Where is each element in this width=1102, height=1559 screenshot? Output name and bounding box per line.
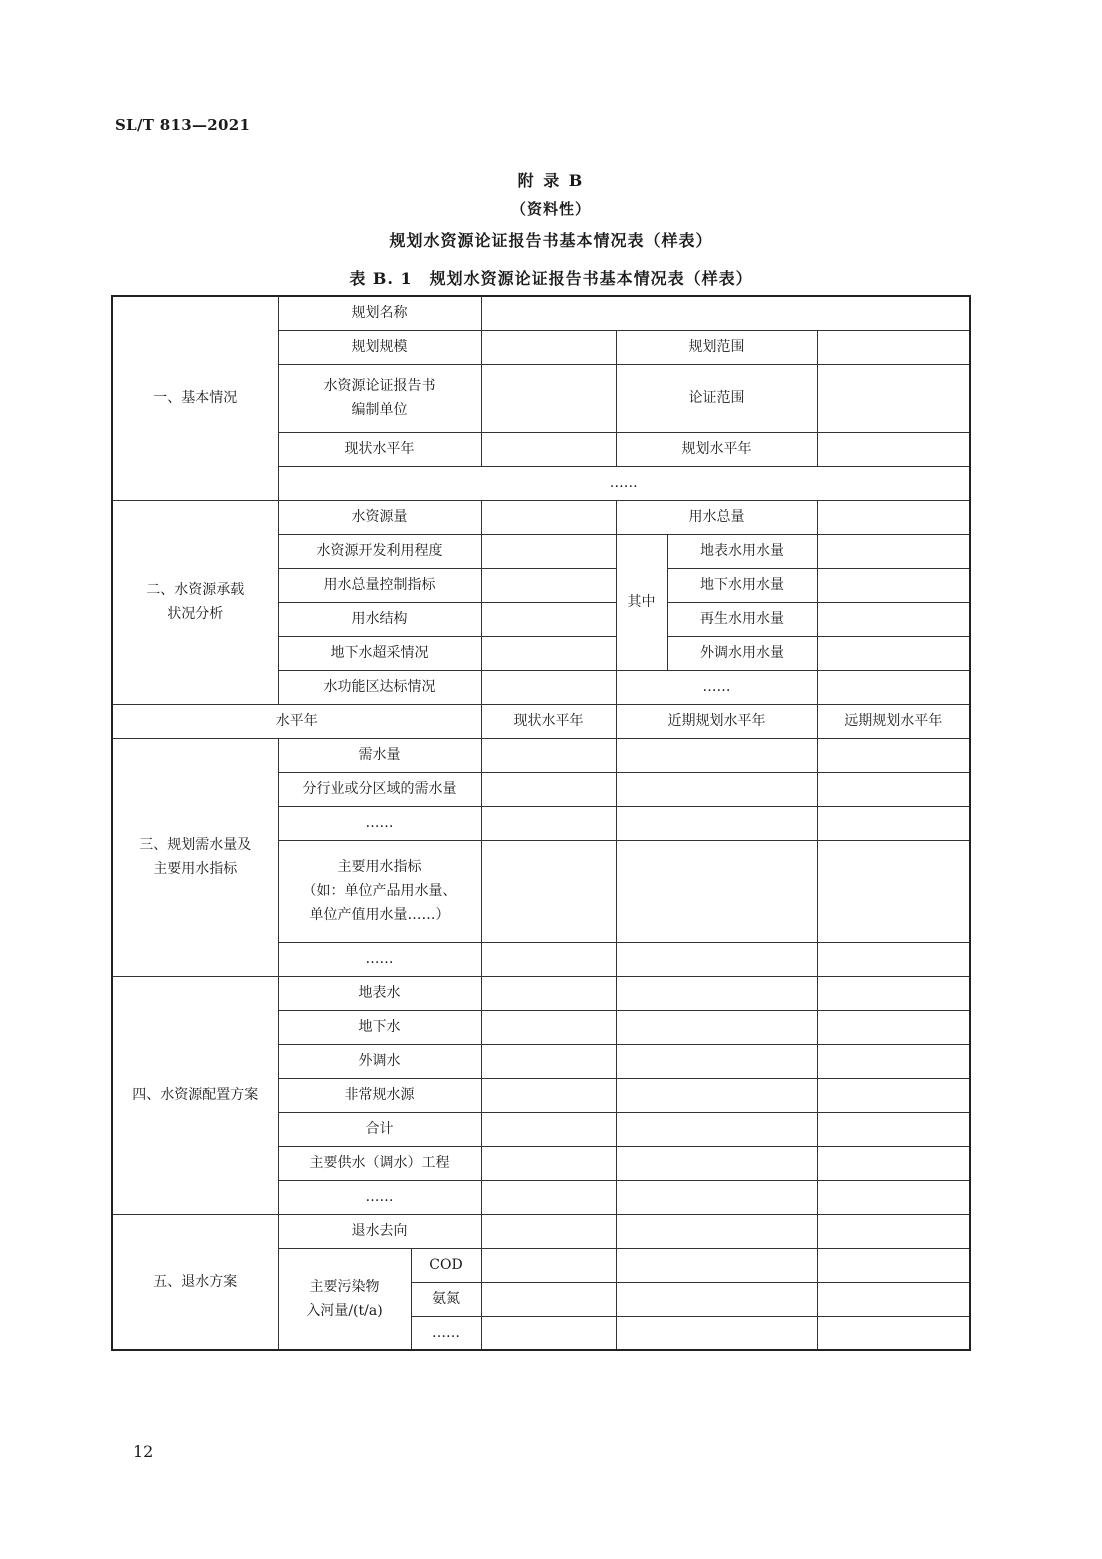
ground-use-value[interactable] <box>817 568 970 602</box>
surface-near[interactable] <box>616 976 817 1010</box>
direction-current[interactable] <box>481 1214 616 1248</box>
plan-year-label: 规划水平年 <box>616 432 817 466</box>
ammonia-far[interactable] <box>817 1282 970 1316</box>
by-sector-far[interactable] <box>817 772 970 806</box>
ammonia-current[interactable] <box>481 1282 616 1316</box>
transfer-near[interactable] <box>616 1044 817 1078</box>
direction-label: 退水去向 <box>278 1214 481 1248</box>
main-index-label: 主要用水指标 （如：单位产品用水量、 单位产值用水量……） <box>278 840 481 942</box>
projects-far[interactable] <box>817 1146 970 1180</box>
main-index-near[interactable] <box>616 840 817 942</box>
structure-label: 用水结构 <box>278 602 481 636</box>
transfer-current[interactable] <box>481 1044 616 1078</box>
sec3-title: 三、规划需水量及 主要用水指标 <box>112 738 278 976</box>
total-use-label: 用水总量 <box>616 500 817 534</box>
transfer-far[interactable] <box>817 1044 970 1078</box>
sec4-more-near[interactable] <box>616 1180 817 1214</box>
demo-range-value[interactable] <box>817 364 970 432</box>
overexploit-label: 地下水超采情况 <box>278 636 481 670</box>
sec4-more-far[interactable] <box>817 1180 970 1214</box>
recycled-use-label: 再生水用水量 <box>667 602 817 636</box>
sec2-title: 二、水资源承载 状况分析 <box>112 500 278 704</box>
demand-near[interactable] <box>616 738 817 772</box>
sec3-more-1-far[interactable] <box>817 806 970 840</box>
nonconv-far[interactable] <box>817 1078 970 1112</box>
year-far-header: 远期规划水平年 <box>817 704 970 738</box>
main-index-current[interactable] <box>481 840 616 942</box>
current-year-value[interactable] <box>481 432 616 466</box>
sec3-more-2-near[interactable] <box>616 942 817 976</box>
sec5-more: …… <box>411 1316 481 1350</box>
ground-label: 地下水 <box>278 1010 481 1044</box>
current-year-label: 现状水平年 <box>278 432 481 466</box>
control-index-label: 用水总量控制指标 <box>278 568 481 602</box>
nonconv-current[interactable] <box>481 1078 616 1112</box>
sec4-more-current[interactable] <box>481 1180 616 1214</box>
sec4-title: 四、水资源配置方案 <box>112 976 278 1214</box>
main-title: 规划水资源论证报告书基本情况表（样表） <box>389 231 713 250</box>
plan-scale-value[interactable] <box>481 330 616 364</box>
sec3-more-1: …… <box>278 806 481 840</box>
transfer-label: 外调水 <box>278 1044 481 1078</box>
plan-scale-label: 规划规模 <box>278 330 481 364</box>
overexploit-value[interactable] <box>481 636 616 670</box>
by-sector-near[interactable] <box>616 772 817 806</box>
projects-near[interactable] <box>616 1146 817 1180</box>
sec1-title: 一、基本情况 <box>112 296 278 500</box>
by-sector-current[interactable] <box>481 772 616 806</box>
main-index-far[interactable] <box>817 840 970 942</box>
plan-range-value[interactable] <box>817 330 970 364</box>
surface-label: 地表水 <box>278 976 481 1010</box>
dev-degree-label: 水资源开发利用程度 <box>278 534 481 568</box>
year-near-header: 近期规划水平年 <box>616 704 817 738</box>
ground-use-label: 地下水用水量 <box>667 568 817 602</box>
nonconv-label: 非常规水源 <box>278 1078 481 1112</box>
structure-value[interactable] <box>481 602 616 636</box>
document-code: SL/T 813—2021 <box>115 116 251 134</box>
of-which-label: 其中 <box>616 534 667 670</box>
demand-current[interactable] <box>481 738 616 772</box>
total-current[interactable] <box>481 1112 616 1146</box>
sec3-more-2-current[interactable] <box>481 942 616 976</box>
func-zone-value[interactable] <box>481 670 616 704</box>
prep-unit-label: 水资源论证报告书 编制单位 <box>278 364 481 432</box>
surface-far[interactable] <box>817 976 970 1010</box>
sec4-more: …… <box>278 1180 481 1214</box>
plan-range-label: 规划范围 <box>616 330 817 364</box>
total-label: 合计 <box>278 1112 481 1146</box>
sec3-more-2-far[interactable] <box>817 942 970 976</box>
total-near[interactable] <box>616 1112 817 1146</box>
ammonia-label: 氨氮 <box>411 1282 481 1316</box>
plan-name-label: 规划名称 <box>278 296 481 330</box>
appendix-title: 附 录 B <box>517 171 585 190</box>
plan-year-value[interactable] <box>817 432 970 466</box>
plan-name-value[interactable] <box>481 296 970 330</box>
pollutant-label: 主要污染物 入河量/(t/a) <box>278 1248 411 1350</box>
cod-label: COD <box>411 1248 481 1282</box>
water-amount-value[interactable] <box>481 500 616 534</box>
direction-near[interactable] <box>616 1214 817 1248</box>
dev-degree-value[interactable] <box>481 534 616 568</box>
surface-use-label: 地表水用水量 <box>667 534 817 568</box>
sec3-more-1-near[interactable] <box>616 806 817 840</box>
control-index-value[interactable] <box>481 568 616 602</box>
direction-far[interactable] <box>817 1214 970 1248</box>
sec3-more-2: …… <box>278 942 481 976</box>
cod-far[interactable] <box>817 1248 970 1282</box>
ground-far[interactable] <box>817 1010 970 1044</box>
demand-label: 需水量 <box>278 738 481 772</box>
ammonia-near[interactable] <box>616 1282 817 1316</box>
appendix-nature: （资料性） <box>510 200 591 218</box>
ground-current[interactable] <box>481 1010 616 1044</box>
sec5-more-current[interactable] <box>481 1316 616 1350</box>
sec5-more-far[interactable] <box>817 1316 970 1350</box>
cod-near[interactable] <box>616 1248 817 1282</box>
demo-range-label: 论证范围 <box>616 364 817 432</box>
nonconv-near[interactable] <box>616 1078 817 1112</box>
water-amount-label: 水资源量 <box>278 500 481 534</box>
func-zone-label: 水功能区达标情况 <box>278 670 481 704</box>
by-sector-label: 分行业或分区域的需水量 <box>278 772 481 806</box>
sec3-more-1-current[interactable] <box>481 806 616 840</box>
page-number: 12 <box>133 1442 154 1461</box>
cod-current[interactable] <box>481 1248 616 1282</box>
ground-near[interactable] <box>616 1010 817 1044</box>
recycled-use-value[interactable] <box>817 602 970 636</box>
year-row-label: 水平年 <box>112 704 481 738</box>
sec5-title: 五、退水方案 <box>112 1214 278 1350</box>
total-far[interactable] <box>817 1112 970 1146</box>
surface-use-value[interactable] <box>817 534 970 568</box>
surface-current[interactable] <box>481 976 616 1010</box>
total-use-value[interactable] <box>817 500 970 534</box>
table-caption: 表 B. 1 规划水资源论证报告书基本情况表（样表） <box>349 269 753 288</box>
transfer-use-value[interactable] <box>817 636 970 670</box>
projects-current[interactable] <box>481 1146 616 1180</box>
sec5-more-near[interactable] <box>616 1316 817 1350</box>
projects-label: 主要供水（调水）工程 <box>278 1146 481 1180</box>
prep-unit-value[interactable] <box>481 364 616 432</box>
basic-info-table <box>111 295 971 1351</box>
year-current-header: 现状水平年 <box>481 704 616 738</box>
sec2-more-value[interactable] <box>817 670 970 704</box>
demand-far[interactable] <box>817 738 970 772</box>
transfer-use-label: 外调水用水量 <box>667 636 817 670</box>
sec1-more: …… <box>278 466 970 500</box>
sec2-more: …… <box>616 670 817 704</box>
